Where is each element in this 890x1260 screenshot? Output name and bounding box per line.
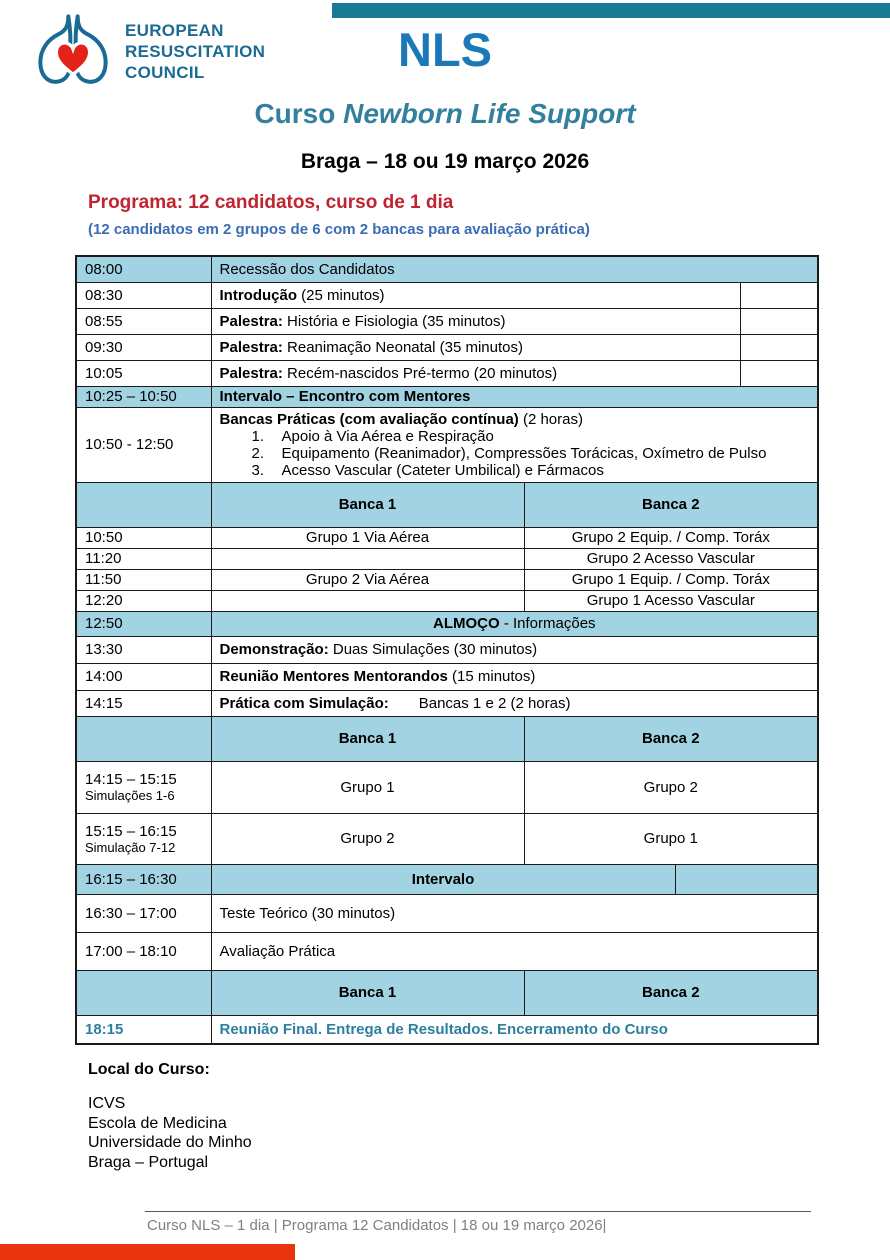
empty-cell bbox=[740, 308, 818, 334]
empty-cell bbox=[740, 360, 818, 386]
schedule-row bbox=[76, 527, 818, 548]
time-cell: 18:15 bbox=[76, 1015, 211, 1044]
schedule-row bbox=[76, 282, 818, 308]
list-item bbox=[252, 428, 810, 445]
time-cell bbox=[76, 761, 211, 813]
banca2-header: Banca 2 bbox=[524, 970, 818, 1015]
banca-header-row bbox=[76, 482, 818, 527]
time-cell: 10:25 – 10:50 bbox=[76, 386, 211, 407]
activity-cell bbox=[211, 407, 818, 482]
activity-bold: Bancas Práticas (com avaliação contínua) bbox=[219, 410, 519, 428]
location-line: Universidade do Minho bbox=[88, 1134, 252, 1151]
footer-accent-bar bbox=[0, 1244, 295, 1260]
list-text: Equipamento (Reanimador), Compressões Torácicas, Oxímetro de Pulso bbox=[281, 444, 767, 462]
course-date-line: Braga – 18 ou 19 março 2026 bbox=[300, 150, 590, 173]
activity-rest: (2 horas) bbox=[518, 410, 583, 428]
time-cell: 10:50 bbox=[76, 527, 211, 548]
schedule-row bbox=[76, 864, 818, 894]
location-block bbox=[88, 1094, 252, 1172]
activity-bold: ALMOÇO bbox=[433, 615, 500, 632]
banca1-cell bbox=[211, 548, 524, 569]
empty-cell bbox=[740, 334, 818, 360]
activity-heading bbox=[220, 411, 810, 428]
activity-cell bbox=[211, 690, 818, 716]
activity-cell bbox=[211, 386, 818, 407]
schedule-row bbox=[76, 761, 818, 813]
time-range: 14:15 – 15:15 bbox=[85, 771, 177, 788]
activity-bold: Palestra: bbox=[219, 312, 283, 330]
banca2-header: Banca 2 bbox=[524, 482, 818, 527]
footer-text: Curso NLS – 1 dia | Programa 12 Candidatos | 18 ou 19 março 2026| bbox=[147, 1217, 607, 1234]
activity-bold: Demonstração: bbox=[219, 641, 329, 658]
empty-cell bbox=[740, 282, 818, 308]
list-item bbox=[252, 445, 810, 462]
time-cell: 12:50 bbox=[76, 611, 211, 636]
activity-cell: Avaliação Prática bbox=[211, 932, 818, 970]
banca-header-row bbox=[76, 716, 818, 761]
activity-cell bbox=[211, 308, 740, 334]
time-cell: 08:55 bbox=[76, 308, 211, 334]
activity-rest: História e Fisiologia (35 minutos) bbox=[282, 312, 506, 330]
erc-logo-line: EUROPEAN bbox=[125, 21, 224, 40]
location-line: Braga – Portugal bbox=[88, 1153, 209, 1171]
activity-bold: Introdução bbox=[219, 286, 297, 304]
activity-cell bbox=[211, 334, 740, 360]
activity-rest: Reanimação Neonatal (35 minutos) bbox=[282, 338, 523, 356]
location-title: Local do Curso: bbox=[88, 1061, 210, 1078]
activity-bold: Reunião Mentores Mentorandos bbox=[219, 668, 448, 685]
list-number: 2. bbox=[251, 444, 265, 462]
banca1-cell: Grupo 2 Via Aérea bbox=[211, 569, 524, 590]
time-subtext: Simulações 1-6 bbox=[85, 788, 175, 803]
banca1-header: Banca 1 bbox=[211, 716, 524, 761]
banca2-cell: Grupo 1 bbox=[524, 813, 818, 864]
banca1-cell: Grupo 1 bbox=[211, 761, 524, 813]
time-cell bbox=[76, 813, 211, 864]
empty-cell bbox=[76, 970, 211, 1015]
empty-cell bbox=[76, 716, 211, 761]
schedule-row bbox=[76, 813, 818, 864]
schedule-row bbox=[76, 611, 818, 636]
schedule-row bbox=[76, 590, 818, 611]
activity-rest: Duas Simulações (30 minutos) bbox=[328, 641, 538, 658]
location-line: ICVS bbox=[88, 1095, 126, 1112]
banca1-cell: Grupo 2 bbox=[211, 813, 524, 864]
list-number: 3. bbox=[251, 461, 265, 479]
schedule-row bbox=[76, 690, 818, 716]
schedule-row bbox=[76, 360, 818, 386]
banca2-cell: Grupo 2 Equip. / Comp. Toráx bbox=[524, 527, 818, 548]
time-cell: 10:05 bbox=[76, 360, 211, 386]
schedule-row bbox=[76, 932, 818, 970]
schedule-row bbox=[76, 894, 818, 932]
banca2-cell: Grupo 1 Acesso Vascular bbox=[524, 590, 818, 611]
banca-header-row bbox=[76, 970, 818, 1015]
activity-rest: Recém-nascidos Pré-termo (20 minutos) bbox=[282, 364, 558, 382]
time-cell: 17:00 – 18:10 bbox=[76, 932, 211, 970]
time-cell: 11:50 bbox=[76, 569, 211, 590]
location-line: Escola de Medicina bbox=[88, 1114, 227, 1132]
activity-rest: (25 minutos) bbox=[297, 286, 385, 304]
header-accent-bar bbox=[332, 3, 890, 18]
activity-cell bbox=[211, 636, 818, 663]
schedule-row bbox=[76, 308, 818, 334]
activity-bold: Intervalo – Encontro com Mentores bbox=[219, 388, 471, 405]
course-acronym-title: NLS bbox=[398, 23, 492, 76]
list-item bbox=[252, 462, 810, 479]
banca1-cell: Grupo 1 Via Aérea bbox=[211, 527, 524, 548]
banca2-header: Banca 2 bbox=[524, 716, 818, 761]
activity-cell: Reunião Final. Entrega de Resultados. Encerramento do Curso bbox=[211, 1015, 818, 1044]
time-cell: 16:30 – 17:00 bbox=[76, 894, 211, 932]
banca2-cell: Grupo 2 bbox=[524, 761, 818, 813]
activity-cell bbox=[211, 282, 740, 308]
activity-rest: Bancas 1 e 2 (2 horas) bbox=[418, 694, 571, 712]
activity-list bbox=[220, 428, 810, 479]
schedule-table bbox=[75, 255, 819, 1045]
time-cell: 12:20 bbox=[76, 590, 211, 611]
banca1-header: Banca 1 bbox=[211, 970, 524, 1015]
activity-cell: Teste Teórico (30 minutos) bbox=[211, 894, 818, 932]
banca2-cell: Grupo 1 Equip. / Comp. Toráx bbox=[524, 569, 818, 590]
activity-bold: Palestra: bbox=[219, 364, 283, 382]
erc-logo-line: RESUSCITATION bbox=[125, 42, 266, 61]
activity-bold: Prática com Simulação: bbox=[219, 694, 389, 712]
banca2-cell: Grupo 2 Acesso Vascular bbox=[524, 548, 818, 569]
time-cell: 13:30 bbox=[76, 636, 211, 663]
course-title-prefix: Curso bbox=[254, 98, 344, 129]
course-title-name: Newborn Life Support bbox=[343, 98, 636, 129]
schedule-row bbox=[76, 407, 818, 482]
activity-cell bbox=[211, 663, 818, 690]
program-subtitle: (12 candidatos em 2 grupos de 6 com 2 bancas para avaliação prática) bbox=[88, 221, 590, 238]
time-cell: 08:30 bbox=[76, 282, 211, 308]
activity-bold: Palestra: bbox=[219, 338, 283, 356]
time-cell: 16:15 – 16:30 bbox=[76, 864, 211, 894]
time-range: 15:15 – 16:15 bbox=[85, 822, 177, 840]
list-text: Apoio à Via Aérea e Respiração bbox=[281, 427, 494, 445]
activity-cell bbox=[211, 611, 818, 636]
banca1-header: Banca 1 bbox=[211, 482, 524, 527]
schedule-row bbox=[76, 636, 818, 663]
erc-logo-line: COUNCIL bbox=[125, 63, 205, 82]
schedule-row bbox=[76, 548, 818, 569]
time-cell: 09:30 bbox=[76, 334, 211, 360]
time-cell: 10:50 - 12:50 bbox=[76, 407, 211, 482]
schedule-row bbox=[76, 386, 818, 407]
activity-bold: Intervalo bbox=[411, 870, 475, 888]
banca1-cell bbox=[211, 590, 524, 611]
activity-cell bbox=[211, 864, 675, 894]
activity-rest: - Informações bbox=[499, 615, 596, 632]
time-cell: 08:00 bbox=[76, 256, 211, 282]
schedule-row bbox=[76, 334, 818, 360]
empty-cell bbox=[76, 482, 211, 527]
time-cell: 14:00 bbox=[76, 663, 211, 690]
list-number: 1. bbox=[251, 427, 265, 445]
footer-divider bbox=[145, 1211, 811, 1212]
schedule-row bbox=[76, 663, 818, 690]
time-cell: 11:20 bbox=[76, 548, 211, 569]
activity-cell bbox=[211, 360, 740, 386]
time-cell: 14:15 bbox=[76, 690, 211, 716]
schedule-row bbox=[76, 256, 818, 282]
empty-cell bbox=[675, 864, 818, 894]
schedule-row bbox=[76, 1015, 818, 1044]
time-subtext: Simulação 7-12 bbox=[85, 839, 176, 855]
activity-rest: (15 minutos) bbox=[447, 668, 536, 685]
program-title: Programa: 12 candidatos, curso de 1 dia bbox=[88, 192, 454, 213]
course-title bbox=[0, 98, 890, 130]
list-text: Acesso Vascular (Cateter Umbilical) e Fármacos bbox=[281, 461, 604, 479]
schedule-row bbox=[76, 569, 818, 590]
activity-cell: Recessão dos Candidatos bbox=[211, 256, 818, 282]
